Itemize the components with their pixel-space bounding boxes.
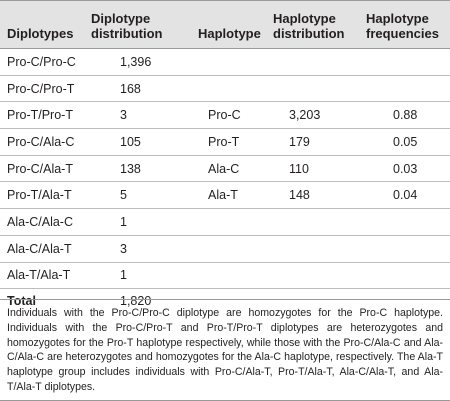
table-header — [0, 1, 450, 49]
haplotype-frequency-cell: 0.04 — [366, 182, 450, 209]
diplotype-distribution-cell: 1 — [91, 209, 193, 236]
diplotype-distribution-cell: 1,396 — [91, 49, 193, 76]
haplotype-frequency-cell: 0.88 — [366, 102, 450, 129]
header-diplotypes-label: Diplotypes — [7, 26, 74, 41]
haplotype-distribution-cell: 3,203 — [273, 102, 366, 129]
haplotype-distribution-cell — [273, 49, 366, 76]
haplotype-frequency-cell — [366, 262, 450, 289]
haplotype-cell: Pro-T — [193, 129, 273, 156]
table-footnote: Individuals with the Pro-C/Pro-C diplotype are homozygotes for the Pro-C haplotype. Individuals with the Pro-C/Pro-T and Pro-T/Pro-T diplotypes are heterozygotes and homozygotes for the Pro-T haplotype respectively, while those with the Pro-C/Ala-C and Ala-C/Ala-C are heterozygotes and homozygotes for the Ala-C haplotype, respectively. The Ala-T haplotype group includes individuals with Pro-C/Ala-T, Pro-T/Ala-T, Ala-C/Ala-T, and Ala-T/Ala-T diplotypes. — [0, 299, 450, 401]
diplotype-distribution-cell: 138 — [91, 155, 193, 182]
table-row — [0, 209, 450, 236]
diplotype-distribution-cell: 168 — [91, 75, 193, 102]
haplotype-cell — [193, 209, 273, 236]
table-row — [0, 262, 450, 289]
diplotype-cell: Pro-C/Pro-C — [0, 49, 91, 76]
haplotype-frequency-cell: 0.05 — [366, 129, 450, 156]
diplotype-cell: Ala-C/Ala-C — [0, 209, 91, 236]
haplotype-frequency-cell — [366, 209, 450, 236]
haplotype-distribution-cell — [273, 262, 366, 289]
haplotype-distribution-cell — [273, 209, 366, 236]
header-diplotypes — [0, 1, 91, 49]
header-haplotype-frequencies — [366, 1, 450, 49]
header-diplotype-distribution-line2: distribution — [91, 26, 163, 41]
diplotype-cell: Ala-T/Ala-T — [0, 262, 91, 289]
haplotype-distribution-cell — [273, 75, 366, 102]
haplotype-cell: Pro-C — [193, 102, 273, 129]
haplotype-cell: Ala-C — [193, 155, 273, 182]
table-row — [0, 129, 450, 156]
header-haplotype-frequencies-line1: Haplotype — [366, 11, 429, 26]
diplotype-cell: Pro-C/Ala-C — [0, 129, 91, 156]
diplotype-distribution-cell: 5 — [91, 182, 193, 209]
header-haplotype-label: Haplotype — [198, 26, 261, 41]
table-row — [0, 49, 450, 76]
diplotype-cell: Pro-T/Pro-T — [0, 102, 91, 129]
diplotype-cell: Ala-C/Ala-T — [0, 235, 91, 262]
header-haplotype-distribution-line2: distribution — [273, 26, 345, 41]
table-row — [0, 75, 450, 102]
header-diplotype-distribution-line1: Diplotype — [91, 11, 151, 26]
diplotype-distribution-cell: 1 — [91, 262, 193, 289]
haplotype-cell — [193, 262, 273, 289]
haplotype-cell — [193, 235, 273, 262]
diplotype-cell: Pro-C/Ala-T — [0, 155, 91, 182]
haplotype-frequency-cell — [366, 75, 450, 102]
haplotype-frequency-cell: 0.03 — [366, 155, 450, 182]
haplotype-distribution-cell: 148 — [273, 182, 366, 209]
diplotype-cell: Pro-T/Ala-T — [0, 182, 91, 209]
haplotype-frequency-cell — [366, 235, 450, 262]
diplotype-distribution-cell: 3 — [91, 235, 193, 262]
table-row — [0, 155, 450, 182]
table-row — [0, 182, 450, 209]
diplotype-distribution-cell: 3 — [91, 102, 193, 129]
header-haplotype — [193, 1, 273, 49]
header-haplotype-distribution-line1: Haplotype — [273, 11, 336, 26]
table-body — [0, 49, 450, 313]
header-haplotype-distribution — [273, 1, 366, 49]
total-distribution: 1,820 — [120, 293, 152, 308]
diplotype-cell: Pro-C/Pro-T — [0, 75, 91, 102]
haplotype-cell — [193, 75, 273, 102]
header-diplotype-distribution — [91, 1, 193, 49]
haplotype-distribution-cell: 179 — [273, 129, 366, 156]
haplotype-frequency-cell — [366, 49, 450, 76]
header-row — [0, 1, 450, 49]
haplotype-distribution-cell: 110 — [273, 155, 366, 182]
table-row — [0, 102, 450, 129]
haplotype-distribution-cell — [273, 235, 366, 262]
total-label: Total — [7, 293, 36, 308]
header-haplotype-frequencies-line2: frequencies — [366, 26, 439, 41]
diplotype-distribution-cell: 105 — [91, 129, 193, 156]
haplotype-cell: Ala-T — [193, 182, 273, 209]
table-row — [0, 235, 450, 262]
haplotype-cell — [193, 49, 273, 76]
